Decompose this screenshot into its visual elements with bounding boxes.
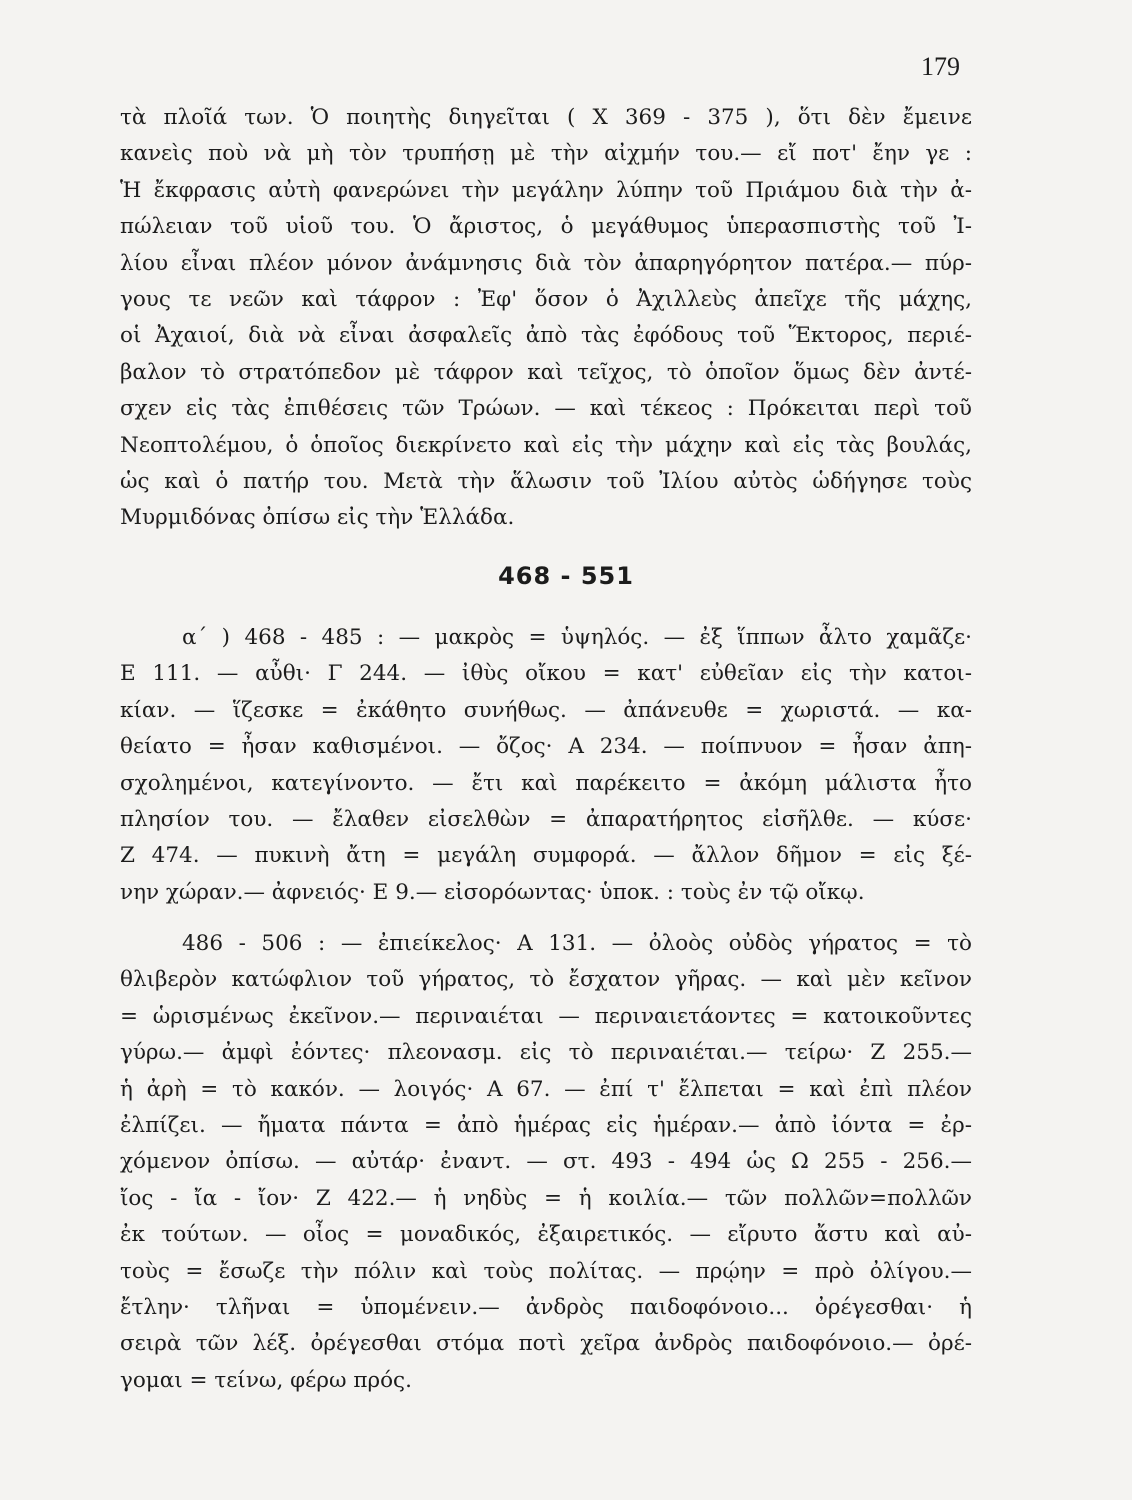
text-line: = ὡρισμένως ἐκεῖνον.— περιναιέται — περιναιετάοντες = κατοικοῦντες xyxy=(120,1003,972,1029)
text-line: γομαι = τείνω, φέρω πρός. xyxy=(120,1367,412,1393)
text-line: χόμενον ὀπίσω. — αὐτάρ· ἐναντ. — στ. 493 - 494 ὡς Ω 255 - 256.— xyxy=(120,1149,972,1175)
text-line: σχεν εἰς τὰς ἐπιθέσεις τῶν Τρώων. — καὶ τέκεος : Πρόκειται περὶ τοῦ xyxy=(120,396,972,422)
text-line: πώλειαν τοῦ υἱοῦ του. Ὁ ἄριστος, ὁ μεγάθυμος ὑπερασπιστὴς τοῦ Ἰ- xyxy=(120,214,972,240)
text-line: τὰ πλοῖά των. Ὁ ποιητὴς διηγεῖται ( Χ 369 - 375 ), ὅτι δὲν ἔμεινε xyxy=(120,105,972,130)
text-line: ἔτλην· τλῆναι = ὑπομένειν.— ἀνδρὸς παιδοφόνοιο... ὀρέγεσθαι· ἡ xyxy=(120,1294,972,1320)
text-line: ἐλπίζει. — ἤματα πάντα = ἀπὸ ἡμέρας εἰς ἡμέραν.— ἀπὸ ἰόντα = ἐρ- xyxy=(120,1112,972,1138)
intro-commentary xyxy=(120,100,972,537)
text-line: λίου εἶναι πλέον μόνον ἀνάμνησις διὰ τὸν ἀπαρηγόρητον πατέρα.— πύρ- xyxy=(120,250,972,276)
text-line: Ἡ ἔκφρασις αὐτὴ φανερώνει τὴν μεγάλην λύπην τοῦ Πριάμου διὰ τὴν ἀ- xyxy=(120,177,972,203)
text-line: σειρὰ τῶν λέξ. ὀρέγεσθαι στόμα ποτὶ χεῖρα ἀνδρὸς παιδοφόνοιο.— ὀρέ- xyxy=(120,1331,972,1357)
text-line: Μυρμιδόνας ὀπίσω εἰς τὴν Ἑλλάδα. xyxy=(120,505,515,531)
text-line: θλιβερὸν κατώφλιον τοῦ γήρατος, τὸ ἔσχατον γῆρας. — καὶ μὲν κεῖνον xyxy=(120,967,972,993)
text-line: νην χώραν.— ἀφνειός· Ε 9.— εἰσορόωντας· ὑποκ. : τοὺς ἐν τῷ οἴκῳ. xyxy=(120,879,865,905)
paragraph-468-485 xyxy=(120,620,972,911)
text-line: Νεοπτολέμου, ὁ ὁποῖος διεκρίνετο καὶ εἰς τὴν μάχην καὶ εἰς τὰς βουλάς, xyxy=(120,432,972,458)
paragraph-486-506 xyxy=(120,926,972,1399)
text-line: θείατο = ἦσαν καθισμένοι. — ὄζος· Α 234. — ποίπνυον = ἦσαν ἀπη- xyxy=(120,734,972,760)
text-line: βαλον τὸ στρατόπεδον μὲ τάφρον καὶ τεῖχος, τὸ ὁποῖον ὅμως δὲν ἀντέ- xyxy=(120,359,972,385)
text-line: τοὺς = ἔσωζε τὴν πόλιν καὶ τοὺς πολίτας. — πρῴην = πρὸ ὀλίγου.— xyxy=(120,1258,972,1284)
text-line: γους τε νεῶν καὶ τάφρον : Ἐφ' ὅσον ὁ Ἀχιλλεὺς ἀπεῖχε τῆς μάχης, xyxy=(120,286,972,312)
text-line: ἐκ τούτων. — οἶος = μοναδικός, ἐξαιρετικός. — εἴρυτο ἄστυ καὶ αὐ- xyxy=(120,1222,972,1248)
text-line: α΄ ) 468 - 485 : — μακρὸς = ὑψηλός. — ἐξ ἵππων ἆλτο χαμᾶζε· xyxy=(182,625,972,650)
text-line: ἴος - ἴα - ἴον· Ζ 422.— ἡ νηδὺς = ἡ κοιλία.— τῶν πολλῶν=πολλῶν xyxy=(120,1185,972,1211)
text-line: γύρω.— ἀμφὶ ἐόντες· πλεονασμ. εἰς τὸ περιναιέται.— τείρω· Ζ 255.— xyxy=(120,1040,972,1066)
text-line: σχολημένοι, κατεγίνοντο. — ἔτι καὶ παρέκειτο = ἀκόμη μάλιστα ἦτο xyxy=(120,770,972,796)
text-line: κανεὶς ποὺ νὰ μὴ τὸν τρυπήσῃ μὲ τὴν αἰχμήν του.— εἴ ποτ' ἔην γε : xyxy=(120,141,972,167)
text-line: κίαν. — ἵζεσκε = ἐκάθητο συνήθως. — ἀπάνευθε = χωριστά. — κα- xyxy=(120,697,972,723)
text-line: ὡς καὶ ὁ πατήρ του. Μετὰ τὴν ἅλωσιν τοῦ Ἰλίου αὐτὸς ὡδήγησε τοὺς xyxy=(120,468,972,494)
text-line: οἱ Ἀχαιοί, διὰ νὰ εἶναι ἀσφαλεῖς ἀπὸ τὰς ἐφόδους τοῦ Ἕκτορος, περιέ- xyxy=(120,323,972,349)
text-line: Ε 111. — αὖθι· Γ 244. — ἰθὺς οἴκου = κατ' εὐθεῖαν εἰς τὴν κατοι- xyxy=(120,661,972,687)
page-number: 179 xyxy=(921,52,960,81)
text-line: πλησίον του. — ἔλαθεν εἰσελθὼν = ἀπαρατήρητος εἰσῆλθε. — κύσε· xyxy=(120,806,972,832)
text-line: Ζ 474. — πυκινὴ ἄτη = μεγάλη συμφορά. — ἄλλον δῆμον = εἰς ξέ- xyxy=(120,843,972,869)
section-heading: 468 - 551 xyxy=(498,562,634,590)
text-line: 486 - 506 : — ἐπιείκελος· Α 131. — ὀλοὸς οὐδὸς γήρατος = τὸ xyxy=(182,931,972,956)
text-line: ἡ ἀρὴ = τὸ κακόν. — λοιγός· Α 67. — ἐπί τ' ἔλπεται = καὶ ἐπὶ πλέον xyxy=(120,1076,972,1102)
